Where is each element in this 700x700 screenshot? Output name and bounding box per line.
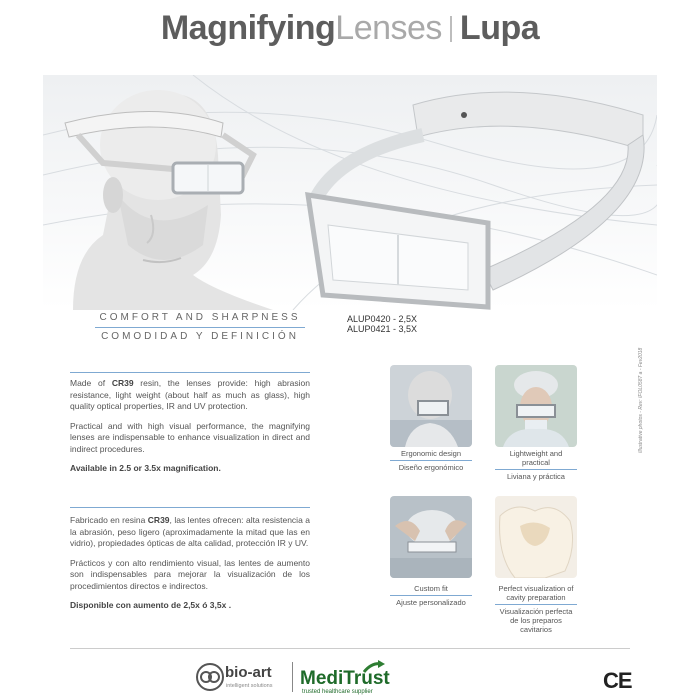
side-note [635, 310, 645, 460]
divider [95, 327, 305, 328]
caption-en: Ergonomic design [400, 449, 462, 458]
caption-es: Liviana y práctica [507, 472, 565, 481]
caption-es: Ajuste personalizado [396, 598, 466, 607]
ergonomic-illustration [390, 365, 472, 447]
tagline [95, 310, 305, 345]
title-magnifying: Magnifying [160, 9, 336, 47]
title-lenses: Lenses [335, 9, 442, 47]
custom-fit-illustration [390, 496, 472, 578]
side-note-text: Illustrative photos - Rev: IFOL0587 a - Fev2018 [638, 347, 644, 453]
feature-caption [390, 584, 472, 607]
availability-bold: Available in 2.5 or 3.5x magnification. [70, 463, 221, 473]
product-code: ALUP0421 - 3,5X [347, 324, 418, 334]
tagline-en: COMFORT AND SHARPNESS [99, 312, 301, 323]
lightweight-illustration [495, 365, 577, 447]
spanish-paragraph-1 [70, 515, 310, 550]
product-code: ALUP0420 - 2,5X [347, 314, 418, 324]
ergonomic-photo [390, 365, 472, 447]
text-span: Fabricado en resina [70, 515, 148, 525]
caption-es: Visualización perfecta de los preparos cavitarios [499, 607, 573, 634]
divider [495, 604, 577, 605]
english-paragraph-1 [70, 378, 310, 413]
text-span: Made of [70, 378, 112, 388]
tooth-illustration [495, 496, 577, 578]
bioart-emblem-icon [195, 662, 229, 692]
ce-mark: CE [603, 668, 632, 693]
hero-illustration [43, 75, 657, 310]
availability-bold: Disponible con aumento de 2,5x ó 3,5x . [70, 600, 232, 610]
page-title [0, 8, 700, 48]
product-codes [347, 314, 417, 334]
bioart-name: bio-art [225, 664, 272, 681]
tagline-es: COMODIDAD Y DEFINICIÓN [101, 331, 299, 342]
text-span: , las lentes ofrecen: alta resistencia a la abrasión, peso ligero (aproximadamente la mitad que las en vidrio), propiedades ópticas de alta calidad, protección IR y UV. [70, 515, 310, 548]
footer-divider [70, 648, 630, 649]
hero-banner [43, 75, 657, 310]
feature-ergonomic [390, 365, 472, 472]
feature-caption [390, 449, 472, 472]
text-span: resin, the lenses provide: high abrasion resistance, light weight (about half as much as glass), high quality optical properties, IR and UV protection. [70, 378, 310, 411]
english-paragraph-2: Practical and with high visual performance, the magnifying lenses are indispensable to enhance visualization in direct and indirect procedures. [70, 420, 310, 454]
divider [70, 507, 310, 508]
feature-lightweight [495, 365, 577, 481]
spanish-paragraph-2: Prácticos y con alto rendimiento visual, las lentes de aumento son indispensables para mejorar la visualización de los procedimientos directos e indirectos. [70, 557, 310, 591]
spanish-availability [70, 600, 310, 612]
spanish-description [70, 515, 310, 620]
feature-visualization [495, 496, 577, 634]
caption-en: Perfect visualization of cavity preparation [498, 584, 574, 602]
cr39-bold: CR39 [147, 515, 170, 525]
meditrust-name: MediTrust [300, 668, 390, 689]
meditrust-logo [300, 660, 410, 696]
title-lupa: Lupa [459, 9, 540, 47]
custom-fit-photo [390, 496, 472, 578]
feature-custom-fit [390, 496, 472, 607]
meditrust-tagline: trusted healthcare supplier [302, 689, 373, 695]
visualization-photo [495, 496, 577, 578]
feature-caption [495, 584, 577, 634]
divider [390, 460, 472, 461]
divider [495, 469, 577, 470]
feature-caption [495, 449, 577, 481]
cr39-bold: CR39 [111, 378, 134, 388]
bioart-tagline: intelligent solutions [226, 683, 273, 689]
footer-separator [292, 662, 293, 692]
divider [390, 595, 472, 596]
caption-en: Custom fit [414, 584, 448, 593]
caption-en: Lightweight and practical [509, 449, 563, 467]
title-divider [450, 16, 452, 42]
divider [70, 372, 310, 373]
caption-es: Diseño ergonómico [398, 463, 464, 472]
english-availability [70, 463, 310, 475]
english-description [70, 378, 310, 483]
bioart-logo [195, 660, 287, 694]
lightweight-photo [495, 365, 577, 447]
